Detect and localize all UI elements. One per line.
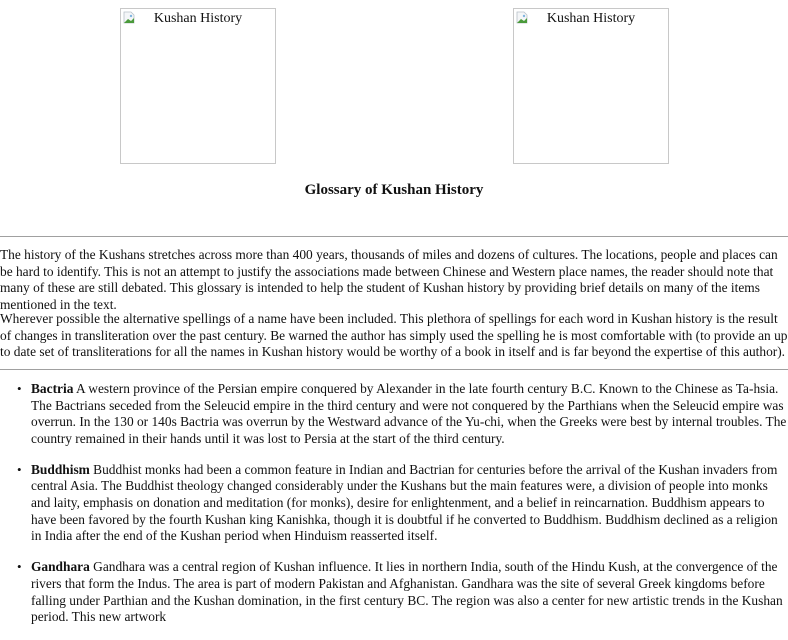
glossary-item-bactria (0, 381, 788, 447)
bullet-icon: • (17, 461, 22, 477)
kushan-history-image-left (120, 8, 276, 164)
glossary-definition: Buddhist monks had been a common feature in Indian and Bactrian for centuries before the arrival of the Kushan invaders from central Asia. The Buddhist theology changed considerably under the Kushans but the main features were, a division of people into monks and laity, emphasis on donation and meditation (for monks), desire for enlightenment, and a belief in reincarnation. Buddhism appears to have been favored by the fourth Kushan king Kanishka, though it is doubtful if he converted to Buddhism. Buddhism declined as a religion in India after the end of the Kushan period when Hinduism reasserted itself. (31, 461, 778, 544)
glossary-item-buddhism (0, 462, 788, 545)
glossary-definition: Gandhara was a central region of Kushan influence. It lies in northern India, south of the Hindu Kush, at the convergence of the rivers that form the Indus. The area is part of modern Pakistan and Afghanistan. Gandhara was the site of several Greek kingdoms before falling under Parthian and the Kushan domination, in the first century BC. The region was also a center for new artistic trends in the Kushan period. This new artwork (31, 559, 783, 625)
image-alt-text: Kushan History (546, 11, 636, 26)
kushan-history-image-right (513, 8, 669, 164)
glossary-term: Buddhism (31, 461, 90, 477)
page-title: Glossary of Kushan History (304, 182, 484, 198)
intro-paragraph: The history of the Kushans stretches across more than 400 years, thousands of miles and dozens of cultures. The locations, people and places can be hard to identify. This is not an attempt to justify the associations made between Chinese and Western place names, the reader should note that many of these are still debated. This glossary is intended to help the student of Kushan history by providing brief details on many of the items mentioned in the text. (0, 247, 778, 312)
glossary-term: Bactria (31, 381, 74, 396)
glossary-item-gandhara (0, 559, 788, 625)
glossary-term: Gandhara (31, 559, 90, 575)
glossary-list (0, 381, 788, 640)
glossary-definition: A western province of the Persian empire conquered by Alexander in the late fourth century B.C. Known to the Chinese as Ta-hsia. The Bactrians seceded from the Seleucid empire in the third century and were not conquered by the Parthians when the Seleucid empire was overrun. In the 130 or 140s Bactria was overrun by the Westward advance of the Yu-chi, when the Greeks were best by internal troubles. The country remained in their hands until it was lost to Persia at the start of the third century. (31, 381, 787, 446)
divider (0, 236, 788, 237)
bullet-icon: • (17, 381, 22, 396)
spelling-note-paragraph: Wherever possible the alternative spellings of a name have been included. This plethora of spellings for each word in Kushan history is the result of changes in transliteration over the past century. Be warned the author has simply used the spelling he is most comfortable with (to provide an up to date set of transliterations for all the names in Kushan history would be worthy of a book in itself and is far beyond the expertise of this author). (0, 311, 788, 360)
divider (0, 369, 788, 370)
bullet-icon: • (17, 559, 22, 575)
image-alt-text: Kushan History (153, 11, 243, 26)
